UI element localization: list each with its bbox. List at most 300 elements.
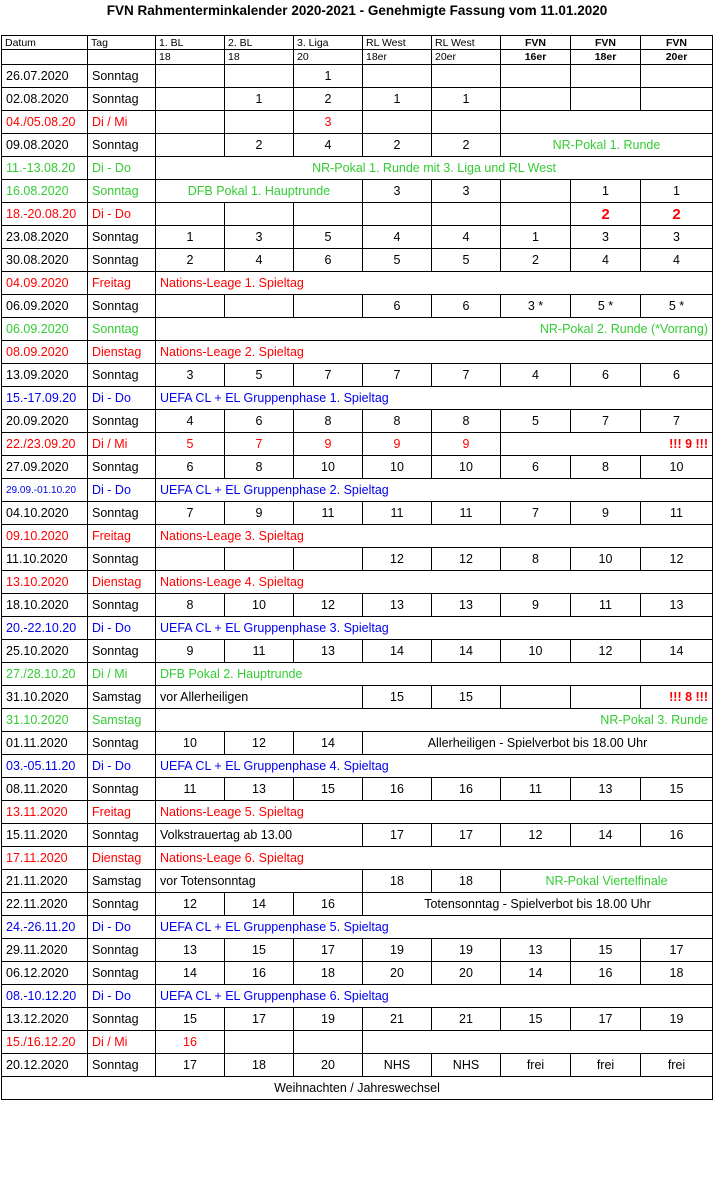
value-cell: 1	[156, 226, 225, 249]
table-row	[2, 801, 713, 824]
day-cell: Sonntag	[88, 962, 156, 985]
table-row	[2, 847, 713, 870]
day-cell: Dienstag	[88, 341, 156, 364]
value-cell: 1	[432, 88, 501, 111]
day-cell: Sonntag	[88, 318, 156, 341]
value-cell: 14	[432, 640, 501, 663]
value-cell: 18	[363, 870, 432, 893]
table-row	[2, 985, 713, 1008]
table-row	[2, 226, 713, 249]
date-cell: 23.08.2020	[2, 226, 88, 249]
date-cell: 30.08.2020	[2, 249, 88, 272]
value-cell: 13	[156, 939, 225, 962]
value-cell: 15	[641, 778, 713, 801]
value-cell: 6	[156, 456, 225, 479]
table-row	[2, 295, 713, 318]
value-cell: 18	[294, 962, 363, 985]
value-cell: 9	[225, 502, 294, 525]
value-cell: 18	[225, 1054, 294, 1077]
table-row	[2, 249, 713, 272]
value-cell: 1	[363, 88, 432, 111]
note-cell: Volkstrauertag ab 13.00	[156, 824, 363, 847]
value-cell: 3	[641, 226, 713, 249]
value-cell: 1	[571, 180, 641, 203]
table-row	[2, 433, 713, 456]
note-cell: vor Totensonntag	[156, 870, 363, 893]
value-cell: 2	[225, 134, 294, 157]
value-cell	[641, 88, 713, 111]
value-cell: 20	[294, 1054, 363, 1077]
note-cell: DFB Pokal 2. Hauptrunde	[156, 663, 713, 686]
value-cell: 9	[156, 640, 225, 663]
value-cell: 9	[501, 594, 571, 617]
value-cell: 2	[501, 249, 571, 272]
value-cell: frei	[641, 1054, 713, 1077]
value-cell: 6	[294, 249, 363, 272]
calendar-table	[1, 35, 713, 1100]
value-cell	[571, 88, 641, 111]
value-cell: 21	[432, 1008, 501, 1031]
value-cell: 4	[571, 249, 641, 272]
value-cell: 13	[225, 778, 294, 801]
value-cell: 11	[156, 778, 225, 801]
value-cell: 3	[294, 111, 363, 134]
value-cell: 20	[432, 962, 501, 985]
value-cell	[225, 1031, 294, 1054]
date-cell: 01.11.2020	[2, 732, 88, 755]
value-cell: 17	[294, 939, 363, 962]
value-cell: 7	[363, 364, 432, 387]
value-cell: 6	[641, 364, 713, 387]
value-cell: 12	[641, 548, 713, 571]
header-cell: Tag	[88, 36, 156, 50]
date-cell: 21.11.2020	[2, 870, 88, 893]
note-cell: Nations-Leage 4. Spieltag	[156, 571, 713, 594]
value-cell	[294, 548, 363, 571]
table-row	[2, 548, 713, 571]
header-row-sub	[2, 50, 713, 65]
value-cell: 7	[571, 410, 641, 433]
value-cell: 13	[501, 939, 571, 962]
day-cell: Freitag	[88, 525, 156, 548]
value-cell	[294, 1031, 363, 1054]
value-cell: 17	[571, 1008, 641, 1031]
table-row	[2, 732, 713, 755]
day-cell: Samstag	[88, 870, 156, 893]
date-cell: 03.-05.11.20	[2, 755, 88, 778]
date-cell: 27.09.2020	[2, 456, 88, 479]
note-cell: Totensonntag - Spielverbot bis 18.00 Uhr	[363, 893, 713, 916]
value-cell	[156, 65, 225, 88]
day-cell: Freitag	[88, 801, 156, 824]
value-cell: 11	[363, 502, 432, 525]
note-cell: NR-Pokal 1. Runde	[501, 134, 713, 157]
value-cell: 17	[363, 824, 432, 847]
note-cell: Nations-Leage 2. Spieltag	[156, 341, 713, 364]
date-cell: 13.10.2020	[2, 571, 88, 594]
value-cell: 1	[501, 226, 571, 249]
table-row	[2, 617, 713, 640]
table-row	[2, 640, 713, 663]
header-sub-cell: 18er	[571, 50, 641, 65]
day-cell: Sonntag	[88, 226, 156, 249]
day-cell: Di / Mi	[88, 663, 156, 686]
date-cell: 08.11.2020	[2, 778, 88, 801]
value-cell: 17	[225, 1008, 294, 1031]
value-cell: 4	[501, 364, 571, 387]
footer-row	[2, 1077, 713, 1100]
note-cell: Nations-Leage 3. Spieltag	[156, 525, 713, 548]
value-cell: 8	[156, 594, 225, 617]
date-cell: 17.11.2020	[2, 847, 88, 870]
table-row	[2, 962, 713, 985]
header-sub-cell: 18	[156, 50, 225, 65]
value-cell: 10	[363, 456, 432, 479]
day-cell: Di / Mi	[88, 1031, 156, 1054]
alert-cell: !!! 9 !!!	[501, 433, 713, 456]
value-cell: 11	[432, 502, 501, 525]
value-cell	[156, 548, 225, 571]
day-cell: Di - Do	[88, 755, 156, 778]
header-row	[2, 36, 713, 50]
value-cell: 15	[501, 1008, 571, 1031]
value-cell: 13	[432, 594, 501, 617]
table-row	[2, 824, 713, 847]
value-cell	[225, 111, 294, 134]
value-cell: 15	[294, 778, 363, 801]
table-row	[2, 65, 713, 88]
value-cell: 8	[571, 456, 641, 479]
header-cell: FVN	[641, 36, 713, 50]
value-cell: 14	[641, 640, 713, 663]
value-cell: 2	[363, 134, 432, 157]
value-cell: 11	[641, 502, 713, 525]
table-row	[2, 870, 713, 893]
alert-cell: !!! 8 !!!	[641, 686, 713, 709]
value-cell	[571, 686, 641, 709]
day-cell: Di - Do	[88, 479, 156, 502]
note-cell: DFB Pokal 1. Hauptrunde	[156, 180, 363, 203]
value-cell: 5	[225, 364, 294, 387]
value-cell	[501, 203, 571, 226]
date-cell: 31.10.2020	[2, 686, 88, 709]
value-cell	[156, 203, 225, 226]
date-cell: 04.09.2020	[2, 272, 88, 295]
table-row	[2, 709, 713, 732]
date-cell: 06.12.2020	[2, 962, 88, 985]
page-title: FVN Rahmenterminkalender 2020-2021 - Genehmigte Fassung vom 11.01.2020	[106, 3, 608, 18]
day-cell: Sonntag	[88, 134, 156, 157]
value-cell	[501, 180, 571, 203]
value-cell: 12	[432, 548, 501, 571]
value-cell: 19	[432, 939, 501, 962]
header-sub-cell: 20er	[641, 50, 713, 65]
value-cell: 4	[294, 134, 363, 157]
table-row	[2, 272, 713, 295]
value-cell: 3	[432, 180, 501, 203]
date-cell: 04.10.2020	[2, 502, 88, 525]
value-cell: 13	[363, 594, 432, 617]
date-cell: 02.08.2020	[2, 88, 88, 111]
day-cell: Sonntag	[88, 732, 156, 755]
value-cell: 14	[571, 824, 641, 847]
value-cell	[225, 295, 294, 318]
table-row	[2, 778, 713, 801]
note-cell: NR-Pokal 1. Runde mit 3. Liga und RL West	[156, 157, 713, 180]
table-row	[2, 1054, 713, 1077]
value-cell: 10	[432, 456, 501, 479]
day-cell: Samstag	[88, 709, 156, 732]
value-cell: 2	[156, 249, 225, 272]
header-sub-cell: 20er	[432, 50, 501, 65]
value-cell: 11	[501, 778, 571, 801]
value-cell: 15	[225, 939, 294, 962]
date-cell: 09.10.2020	[2, 525, 88, 548]
header-cell: 1. BL	[156, 36, 225, 50]
table-row	[2, 341, 713, 364]
date-cell: 15.11.2020	[2, 824, 88, 847]
date-cell: 24.-26.11.20	[2, 916, 88, 939]
value-cell	[363, 65, 432, 88]
value-cell: 16	[156, 1031, 225, 1054]
table-row	[2, 594, 713, 617]
footer-note: Weihnachten / Jahreswechsel	[2, 1077, 713, 1100]
date-cell: 11.10.2020	[2, 548, 88, 571]
date-cell: 18.10.2020	[2, 594, 88, 617]
date-cell: 13.11.2020	[2, 801, 88, 824]
value-cell	[156, 111, 225, 134]
value-cell: 16	[571, 962, 641, 985]
table-row	[2, 755, 713, 778]
day-cell: Di - Do	[88, 985, 156, 1008]
value-cell: NHS	[432, 1054, 501, 1077]
value-cell: 2	[432, 134, 501, 157]
day-cell: Sonntag	[88, 180, 156, 203]
value-cell: 14	[363, 640, 432, 663]
date-cell: 15.-17.09.20	[2, 387, 88, 410]
value-cell: 7	[225, 433, 294, 456]
value-cell	[225, 65, 294, 88]
value-cell: 5	[432, 249, 501, 272]
day-cell: Sonntag	[88, 893, 156, 916]
value-cell: 16	[294, 893, 363, 916]
day-cell: Di - Do	[88, 387, 156, 410]
day-cell: Sonntag	[88, 824, 156, 847]
value-cell: 5	[363, 249, 432, 272]
day-cell: Sonntag	[88, 295, 156, 318]
value-cell: 5	[294, 226, 363, 249]
value-cell: 16	[432, 778, 501, 801]
value-cell: frei	[571, 1054, 641, 1077]
header-cell: RL West	[363, 36, 432, 50]
value-cell: 13	[641, 594, 713, 617]
value-cell: 12	[501, 824, 571, 847]
value-cell: 10	[156, 732, 225, 755]
note-cell: UEFA CL + EL Gruppenphase 4. Spieltag	[156, 755, 713, 778]
value-cell	[363, 1031, 713, 1054]
day-cell: Dienstag	[88, 847, 156, 870]
value-cell: 12	[571, 640, 641, 663]
value-cell	[501, 88, 571, 111]
note-cell: UEFA CL + EL Gruppenphase 1. Spieltag	[156, 387, 713, 410]
table-row	[2, 203, 713, 226]
date-cell: 13.12.2020	[2, 1008, 88, 1031]
date-cell: 20.09.2020	[2, 410, 88, 433]
table-row	[2, 387, 713, 410]
header-sub-cell: 16er	[501, 50, 571, 65]
value-cell: 3	[363, 180, 432, 203]
date-cell: 27./28.10.20	[2, 663, 88, 686]
value-cell: 10	[294, 456, 363, 479]
value-cell	[363, 203, 432, 226]
value-cell: 12	[156, 893, 225, 916]
date-cell: 11.-13.08.20	[2, 157, 88, 180]
value-cell	[501, 65, 571, 88]
value-cell: 11	[294, 502, 363, 525]
note-cell: Nations-Leage 1. Spieltag	[156, 272, 713, 295]
date-cell: 16.08.2020	[2, 180, 88, 203]
value-cell	[501, 686, 571, 709]
day-cell: Freitag	[88, 272, 156, 295]
note-cell: NR-Pokal 2. Runde (*Vorrang)	[156, 318, 713, 341]
header-cell: Datum	[2, 36, 88, 50]
day-cell: Sonntag	[88, 548, 156, 571]
value-cell: 2	[294, 88, 363, 111]
note-cell: UEFA CL + EL Gruppenphase 3. Spieltag	[156, 617, 713, 640]
value-cell: 15	[432, 686, 501, 709]
day-cell: Sonntag	[88, 88, 156, 111]
value-cell	[225, 548, 294, 571]
day-cell: Dienstag	[88, 571, 156, 594]
value-cell: 1	[294, 65, 363, 88]
note-cell: Nations-Leage 6. Spieltag	[156, 847, 713, 870]
value-cell	[432, 203, 501, 226]
value-cell: 10	[225, 594, 294, 617]
value-cell: 14	[501, 962, 571, 985]
table-row	[2, 1008, 713, 1031]
value-cell: 10	[641, 456, 713, 479]
table-row	[2, 571, 713, 594]
value-cell: 8	[501, 548, 571, 571]
note-cell: UEFA CL + EL Gruppenphase 2. Spieltag	[156, 479, 713, 502]
value-cell: 13	[571, 778, 641, 801]
header-sub-cell: 20	[294, 50, 363, 65]
day-cell: Sonntag	[88, 1054, 156, 1077]
value-cell: 9	[294, 433, 363, 456]
header-sub-cell: 18er	[363, 50, 432, 65]
date-cell: 08.-10.12.20	[2, 985, 88, 1008]
note-cell: vor Allerheiligen	[156, 686, 363, 709]
value-cell: 7	[432, 364, 501, 387]
note-cell: Nations-Leage 5. Spieltag	[156, 801, 713, 824]
date-cell: 04./05.08.20	[2, 111, 88, 134]
value-cell: 19	[641, 1008, 713, 1031]
value-cell: 1	[641, 180, 713, 203]
day-cell: Sonntag	[88, 1008, 156, 1031]
date-cell: 20.12.2020	[2, 1054, 88, 1077]
date-cell: 15./16.12.20	[2, 1031, 88, 1054]
value-cell: 4	[156, 410, 225, 433]
value-cell: 5	[501, 410, 571, 433]
value-cell: 10	[501, 640, 571, 663]
day-cell: Di / Mi	[88, 433, 156, 456]
value-cell: 8	[363, 410, 432, 433]
value-cell	[432, 65, 501, 88]
value-cell: 3	[571, 226, 641, 249]
value-cell	[156, 295, 225, 318]
day-cell: Sonntag	[88, 939, 156, 962]
header-cell: FVN	[501, 36, 571, 50]
table-row	[2, 364, 713, 387]
value-cell	[641, 65, 713, 88]
day-cell: Di - Do	[88, 916, 156, 939]
value-cell	[294, 295, 363, 318]
value-cell: 3 *	[501, 295, 571, 318]
day-cell: Sonntag	[88, 594, 156, 617]
value-cell: 8	[432, 410, 501, 433]
header-sub-cell: 18	[225, 50, 294, 65]
value-cell: 14	[294, 732, 363, 755]
value-cell: 2	[641, 203, 713, 226]
note-cell: UEFA CL + EL Gruppenphase 6. Spieltag	[156, 985, 713, 1008]
day-cell: Di - Do	[88, 617, 156, 640]
value-cell: 4	[432, 226, 501, 249]
date-cell: 25.10.2020	[2, 640, 88, 663]
date-cell: 22.11.2020	[2, 893, 88, 916]
date-cell: 08.09.2020	[2, 341, 88, 364]
value-cell: 14	[225, 893, 294, 916]
value-cell: 6	[432, 295, 501, 318]
value-cell: 7	[294, 364, 363, 387]
day-cell: Di / Mi	[88, 111, 156, 134]
value-cell: 14	[156, 962, 225, 985]
value-cell	[571, 65, 641, 88]
value-cell	[501, 111, 713, 134]
value-cell: 17	[432, 824, 501, 847]
day-cell: Sonntag	[88, 65, 156, 88]
value-cell: 18	[641, 962, 713, 985]
note-cell: UEFA CL + EL Gruppenphase 5. Spieltag	[156, 916, 713, 939]
value-cell: 19	[294, 1008, 363, 1031]
value-cell: 11	[225, 640, 294, 663]
table-row	[2, 663, 713, 686]
value-cell: 8	[225, 456, 294, 479]
date-cell: 06.09.2020	[2, 295, 88, 318]
table-row	[2, 134, 713, 157]
value-cell: 5	[156, 433, 225, 456]
table-row	[2, 479, 713, 502]
value-cell: 12	[225, 732, 294, 755]
value-cell: 8	[294, 410, 363, 433]
value-cell: 5 *	[641, 295, 713, 318]
value-cell: 6	[363, 295, 432, 318]
value-cell: 9	[571, 502, 641, 525]
value-cell: 4	[363, 226, 432, 249]
date-cell: 13.09.2020	[2, 364, 88, 387]
value-cell: 16	[641, 824, 713, 847]
value-cell: 12	[294, 594, 363, 617]
table-row	[2, 1031, 713, 1054]
value-cell: NHS	[363, 1054, 432, 1077]
date-cell: 22./23.09.20	[2, 433, 88, 456]
value-cell	[432, 111, 501, 134]
table-row	[2, 893, 713, 916]
table-row	[2, 180, 713, 203]
date-cell: 26.07.2020	[2, 65, 88, 88]
table-row	[2, 939, 713, 962]
table-row	[2, 157, 713, 180]
value-cell: 15	[156, 1008, 225, 1031]
